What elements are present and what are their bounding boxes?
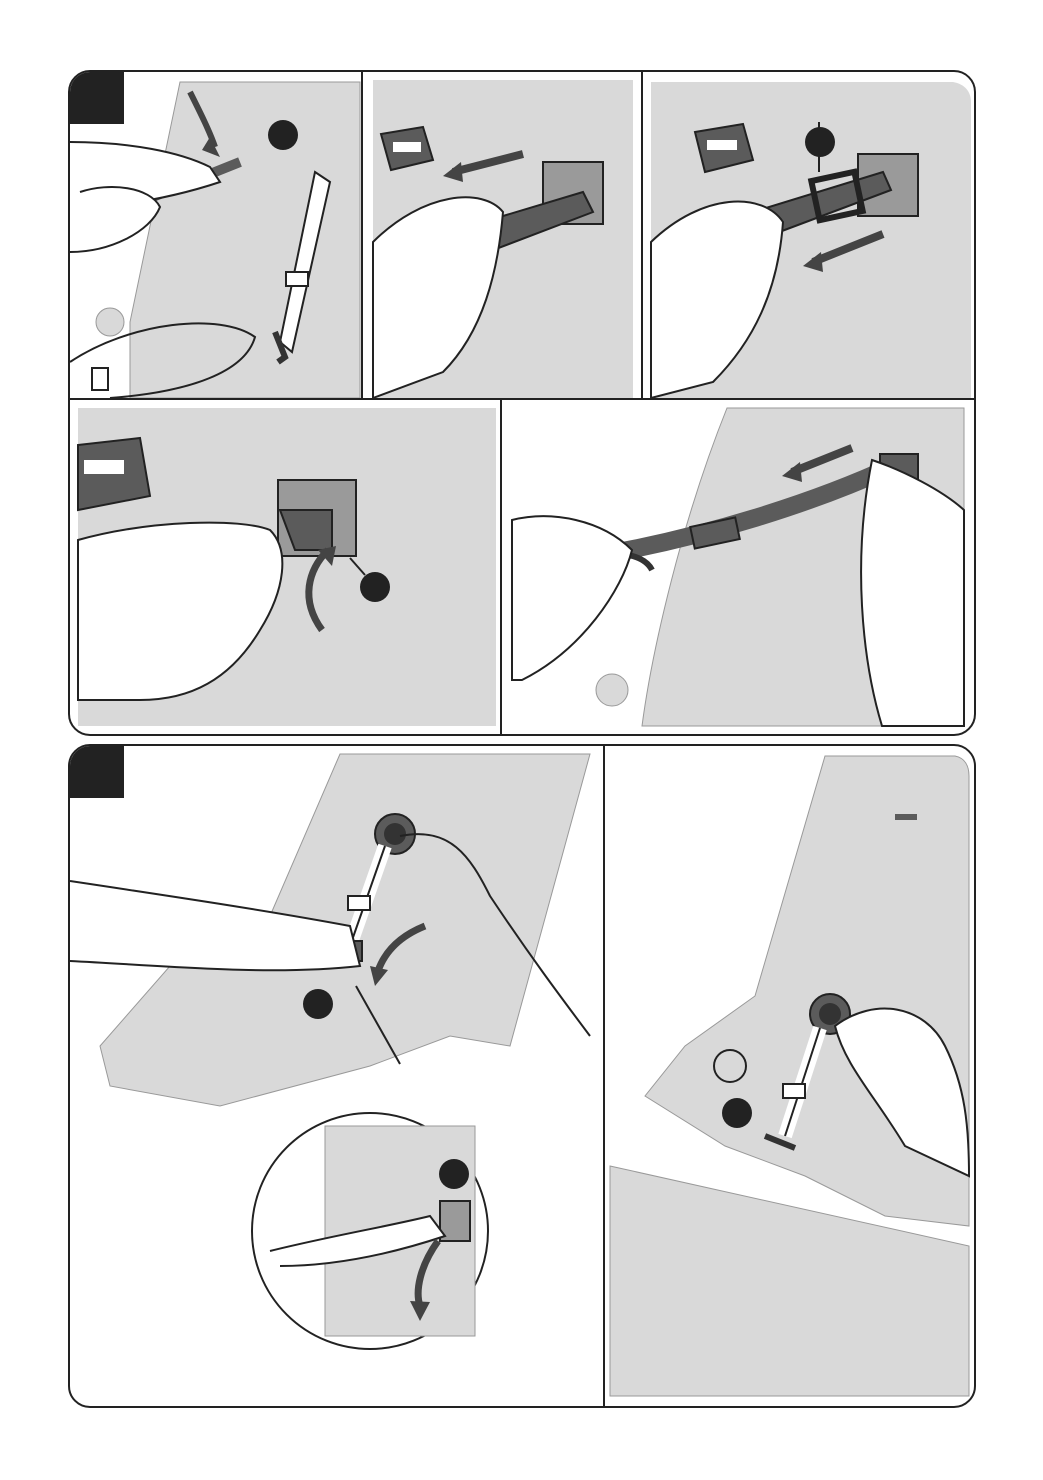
panel-5 (502, 400, 974, 734)
callout-marker-icon (360, 572, 390, 602)
hand-shape (512, 516, 632, 680)
panel-1 (70, 72, 361, 398)
panel-3-illustration (643, 72, 974, 398)
panel-2 (363, 72, 641, 398)
callout-marker-icon (303, 989, 333, 1019)
panel-6-illustration (70, 746, 603, 1406)
panel-4 (70, 400, 500, 734)
panel-3 (643, 72, 974, 398)
step-1-frame (68, 70, 976, 736)
callout-marker-icon (268, 120, 298, 150)
step-2-frame (68, 744, 976, 1408)
callout-marker-icon (722, 1098, 752, 1128)
callout-marker-icon (439, 1159, 469, 1189)
panel-7 (605, 746, 974, 1406)
panel-4-illustration (70, 400, 500, 734)
panel-6 (70, 746, 603, 1406)
panel-1-illustration (70, 72, 361, 398)
panel-7-illustration (605, 746, 974, 1406)
panel-5-illustration (502, 400, 974, 734)
panel-2-illustration (363, 72, 641, 398)
callout-marker-icon (805, 127, 835, 157)
